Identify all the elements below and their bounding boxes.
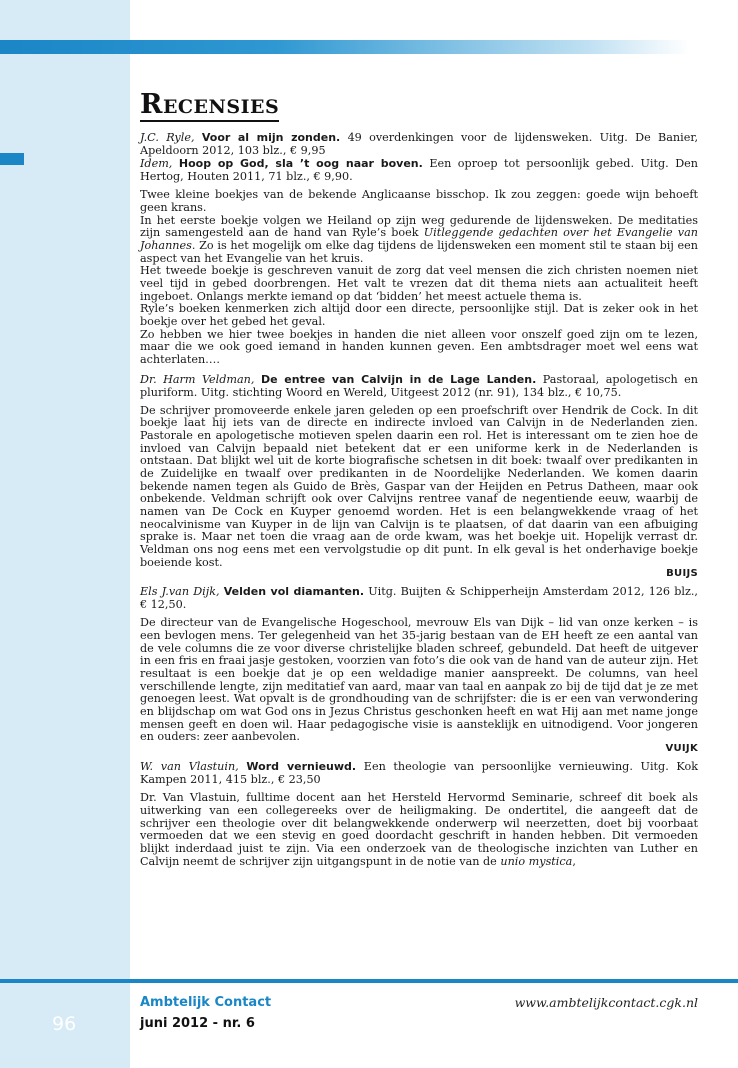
book-details: Pastoraal, apologetisch en pluriform. Uitg. stichting Woord en Wereld, Uitgeest 2012 (nr. 91), 134 blz., € 10,75.	[140, 372, 698, 399]
paragraph: De directeur van de Evangelische Hogeschool, mevrouw Els van Dijk – lid van onze kerken – is een bevlogen mens. Ter gelegenheid van het 35-jarig bestaan van de EH heeft ze een aantal van de vele columns die ze voor diverse christelijke bladen schreef, gebundeld. Dat heeft de uitgever in een fris en fraai jasje gestoken, voorzien van foto’s die ook van de hand van de auteur zijn. Het resultaat is een boekje dat je op een weldadige manier aanspreekt. De columns, van heel verschillende lengte, zijn meditatief van aard, maar van taal en aanpak zo bij de tijd dat je ze met genoegen leest. Wat opvalt is de grondhouding van de schrijfster: die is er een van verwondering en blijdschap om wat God ons in Jezus Christus geschonken heeft en wat Hij aan met name jonge mensen geeft en doen wil. Haar pedagogische visie is aansteklijk en uitnodigend. Voor jongeren en ouders: zeer aanbevolen.	[140, 616, 698, 744]
italic-term: unio mystica	[500, 854, 573, 868]
book-title: De entree van Calvijn in de Lage Landen.	[260, 372, 537, 386]
book-details: Een theologie van persoonlijke vernieuwing. Uitg. Kok Kampen 2011, 415 blz., € 23,50	[140, 760, 699, 787]
book-details: Een oproep tot persoonlijk gebed. Uitg. Den Hertog, Houten 2011, 71 blz., € 9,90.	[140, 157, 698, 184]
bib-entry	[140, 157, 698, 183]
book-author: Els J.van Dijk,	[140, 585, 220, 599]
page-number: 96	[52, 1013, 77, 1035]
side-marker	[0, 153, 24, 165]
reviewer-signature: BUIJS	[666, 568, 698, 580]
text-span: In het eerste boekje volgen we Heiland op zijn weg gedurende de lijdensweken. De meditaties zijn samengesteld aan de hand van Ryle’s boek	[140, 213, 698, 240]
cited-book-title: Uitleggende gedachten over het Evangelie van Johannes.	[140, 226, 698, 252]
reviewer-signature: VUIJK	[665, 743, 698, 755]
website-url: www.ambtelijkcontact.cgk.nl	[514, 995, 698, 1010]
paragraph: De schrijver promoveerde enkele jaren geleden op een proefschrift over Hendrik de Cock. In dit boekje laat hij iets van de directe en indirecte invloed van Calvijn in de Nederlanden zien. Pastorale en apologetische motieven spelen daarin een rol. Het is interessant om te zien hoe de invloed van Calvijn bepaald niet betekent dat er een uniforme kerk in de Nederlanden is ontstaan. Dat blijkt wel uit de korte biografische schetsen in dit boek: twaalf over predikanten in de Zuidelijke en twaalf over predikanten in de Noordelijke Nederlanden. We komen daarin bekende namen tegen als Guido de Brès, Gaspar van der Heijden en Petrus Datheen, maar ook onbekende. Veldman schrijft ook over Calvijns rentree vanaf de negentiende eeuw, waarbij de namen van De Cock en Kuyper genoemd worden. Het is een belangwekkende vraag of het neocalvinisme van Kuyper in de lijn van Calvijn is te plaatsen, of dat daarin van een afbuiging sprake is. Maar net toen die vraag aan de orde kwam, was het boekje uit. Hopelijk verrast dr. Veldman ons nog eens met een vervolgstudie op dit punt. In elk geval is het onderhavige boekje boeiende kost.	[140, 403, 698, 569]
bib-entry	[140, 373, 698, 399]
issue-label: juni 2012 - nr. 6	[140, 1016, 255, 1031]
bib-entry	[140, 585, 698, 611]
book-details: 49 overdenkingen voor de lijdensweken. Uitg. De Banier, Apeldoorn 2012, 103 blz., € 9,95	[140, 131, 698, 158]
footer-rule	[0, 979, 738, 983]
review-2-text	[140, 405, 698, 570]
text-span: ,	[572, 854, 576, 868]
paragraph: Zo hebben we hier twee boekjes in handen die niet alleen voor onszelf goed zijn om te lezen, maar die we ook goed iemand in handen kunnen geven. Een ambtsdrager moet wel eens wat achterlaten….	[140, 327, 698, 366]
review-4-bibliography	[140, 760, 698, 786]
review-4-text	[140, 792, 698, 868]
magazine-title: Ambtelijk Contact	[140, 995, 272, 1010]
page-content	[140, 90, 698, 868]
page-title: Recensies	[140, 89, 280, 120]
book-details: Uitg. Buijten & Schipperheijn Amsterdam 2012, 126 blz., € 12,50.	[140, 585, 698, 612]
review-3-text	[140, 617, 698, 744]
book-author: Idem,	[140, 157, 173, 171]
top-gradient-band	[0, 40, 690, 54]
paragraph: Het tweede boekje is geschreven vanuit de zorg dat veel mensen die zich christen noemen niet veel tijd in gebed doorbrengen. Het valt te vrezen dat dit thema niets aan actualiteit heeft ingeboet. Onlangs merkte iemand op dat ‘bidden’ het meest actuele thema is.	[140, 264, 698, 303]
book-author: Dr. Harm Veldman,	[140, 372, 255, 386]
text-span: Zo is het mogelijk om elke dag tijdens de lijdensweken een moment stil te staan bij een aspect van het Evangelie van het kruis.	[140, 239, 698, 265]
review-1-text	[140, 189, 698, 366]
book-title: Hoop op God, sla ’t oog naar boven.	[178, 157, 423, 171]
book-title: Voor al mijn zonden.	[201, 131, 341, 144]
book-title: Velden vol diamanten.	[223, 585, 364, 599]
book-title: Word vernieuwd.	[246, 760, 357, 774]
book-author: J.C. Ryle,	[140, 131, 195, 144]
paragraph: Ryle’s boeken kenmerken zich altijd door een directe, persoonlijke stijl. Dat is zeker ook in het boekje over het gebed het geval.	[140, 302, 698, 328]
paragraph: Twee kleine boekjes van de bekende Anglicaanse bisschop. Ik zou zeggen: goede wijn behoeft geen krans.	[140, 188, 698, 215]
bib-entry	[140, 131, 698, 157]
paragraph	[140, 792, 698, 868]
paragraph	[140, 215, 698, 266]
review-3-bibliography	[140, 585, 698, 611]
review-1-bibliography	[140, 131, 698, 183]
text-span: Dr. Van Vlastuin, fulltime docent aan het Hersteld Hervormd Seminarie, schreef dit boek als uitwerking van een collegereeks over de heiligmaking. De ondertitel, die aangeeft dat de schrijver een theologie over dit belangwekkende onderwerp wil neerzetten, doet bij voorbaat vermoeden dat we een stevig en goed doordacht geschrift in handen hebben. Dit vermoeden blijkt inderdaad juist te zijn. Via een onderzoek van de theologische inzichten van Luther en Calvijn neemt de schrijver zijn uitgangspunt in de notie van de	[140, 791, 698, 868]
bib-entry	[140, 760, 698, 786]
book-author: W. van Vlastuin,	[140, 760, 239, 774]
review-2-bibliography	[140, 373, 698, 399]
